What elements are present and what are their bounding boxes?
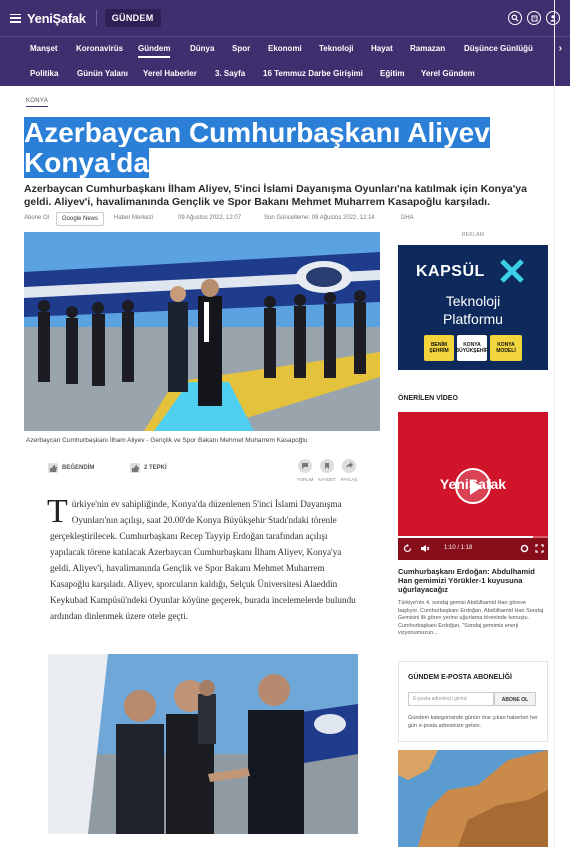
thumbs-up-icon (48, 463, 58, 473)
reaction-icon (130, 463, 140, 473)
video-time: 1:10 / 1:18 (444, 545, 473, 551)
video-controls (398, 538, 548, 560)
nav-item-egitim[interactable]: Eğitim (380, 69, 405, 78)
ad-badge-1: BENİM ŞEHRİM (424, 335, 454, 361)
play-icon[interactable] (455, 468, 491, 504)
header-icons (508, 11, 560, 25)
nav-item-ekonomi[interactable]: Ekonomi (268, 44, 302, 53)
nav-item-hayat[interactable]: Hayat (371, 44, 393, 53)
image-caption: Azerbaycan Cumhurbaşkanı İlham Aliyev - Gençlik ve Spor Bakanı Mehmet Muharrem Kasapoğlu (26, 437, 308, 444)
nav-item-koronavirus[interactable]: Koronavirüs (76, 44, 124, 53)
main-navigation (0, 36, 570, 86)
replay-icon[interactable] (403, 544, 412, 553)
nav-item-manset[interactable]: Manşet (30, 44, 58, 53)
video-progress-fill (398, 536, 533, 538)
updated-date: Son Güncelleme: 09 Ağustos 2022, 12:14 (264, 215, 375, 221)
article-lead: Azerbaycan Cumhurbaşkanı İlham Aliyev, 5'inci İslami Dayanışma Oyunları'na katılmak için Konya'ya geldi. Aliyev'i, havalimanında Gençlik ve Spor Bakanı Mehmet Muharrem Kasapoğlu karşıladı. (24, 183, 527, 208)
category-breadcrumb[interactable]: KONYA (26, 98, 48, 107)
save-label: KAYDET (318, 477, 336, 482)
newsletter-text: Gündem kategorisinde günün öne çıkan haberleri her gün e-posta adresinize gelsin. (408, 715, 538, 729)
video-heading: ÖNERİLEN VİDEO (398, 395, 458, 402)
comment-label: YORUM (296, 477, 314, 482)
nav-item-3-sayfa[interactable]: 3. Sayfa (215, 69, 246, 78)
user-icon[interactable] (546, 11, 560, 25)
share-label: PAYLAŞ (340, 477, 358, 482)
like-button[interactable] (48, 463, 94, 473)
article-actions (46, 459, 366, 481)
newsletter-title: GÜNDEM E-POSTA ABONELİĞİ (408, 674, 512, 681)
hero-image (24, 232, 380, 431)
site-logo[interactable]: YeniŞafak (27, 10, 86, 26)
ad-brand: KAPSÜL (416, 263, 485, 280)
ad-badge-2: KONYA BÜYÜKŞEHİR (457, 335, 487, 361)
nav-item-dusunce-gunlugu[interactable]: Düşünce Günlüğü (464, 44, 533, 53)
search-icon[interactable] (508, 11, 522, 25)
news-source: DHA (401, 215, 414, 221)
newspaper-icon[interactable] (527, 11, 541, 25)
subscribe-button[interactable]: ABONE OL (494, 692, 536, 706)
article-photo (48, 654, 358, 834)
nav-item-teknoloji[interactable]: Teknoloji (319, 44, 354, 53)
author[interactable]: Haber Merkezi (114, 215, 154, 221)
article-body (47, 493, 360, 624)
nav-item-spor[interactable]: Spor (232, 44, 251, 53)
video-title[interactable]: Cumhurbaşkanı Erdoğan: Abdulhamid Han gemimizi Yörükler-1 kuyusuna uğurlayacağız (398, 567, 535, 594)
article-title (24, 118, 494, 178)
nav-item-dunya[interactable]: Dünya (190, 44, 215, 53)
newsletter-box (398, 661, 548, 742)
menu-icon[interactable] (10, 14, 21, 23)
ad-logo-icon (500, 259, 524, 283)
article-body-text: ürkiye'nin ev sahipliğinde, Konya'da düzenlenen 5'inci İslami Dayanışma Oyunları'nın açılışı, saat 20.00'de Konya Büyükşehir Stadı'ndaki törenle gerçekleştirilecek. Cumhurbaşkanı Recep Tayyip Erdoğan tarafından açılışı yapılacak törene katılacak Azerbaycan Cumhurbaşkanı İlham Aliyev, Konya'ya geldi. Aliyev'i, havalimanında Gençlik ve Spor Bakanı Mehmet Muharrem Kasapoğlu karşıladı. Aliyev, sporcuların kaldığı, Selçuk Üniversitesi Alaeddin Keykubad Kampüsü'ndeki Oyunlar köyüne geçerek, burada incelemelerde bulundu ardından dinlenmek üzere otele geçti. (50, 499, 356, 621)
mute-icon[interactable] (420, 544, 430, 553)
nav-item-yerel-haberler[interactable]: Yerel Haberler (143, 69, 197, 78)
drop-cap: T (47, 493, 68, 530)
nav-row-primary (0, 37, 570, 62)
reaction-count[interactable] (130, 463, 167, 473)
video-player[interactable] (398, 412, 548, 560)
google-news-button[interactable]: Google News (56, 212, 104, 226)
nav-item-gunun-yalani[interactable]: Günün Yalanı (77, 69, 128, 78)
article-title-text: Azerbaycan Cumhurbaşkanı Aliyev Konya'da (24, 117, 490, 178)
ad-line-2: Platformu (443, 311, 503, 327)
satellite-map-image[interactable] (398, 750, 548, 847)
reaction-count-label: 2 TEPKİ (144, 465, 167, 471)
like-label: BEĞENDİM (62, 465, 95, 471)
settings-icon[interactable] (520, 544, 529, 553)
nav-item-gundem[interactable]: Gündem (138, 44, 170, 58)
nav-item-16-temmuz[interactable]: 16 Temmuz Darbe Girişimi (263, 69, 363, 78)
header-divider (96, 10, 97, 26)
email-field[interactable]: E-posta adresinizi giriniz (408, 692, 494, 706)
nav-item-ramazan[interactable]: Ramazan (410, 44, 446, 53)
scrollbar-track[interactable] (554, 0, 555, 847)
site-header (0, 0, 570, 36)
video-logo: YeniŞafak (439, 476, 507, 492)
chevron-right-icon[interactable]: › (558, 43, 562, 54)
follow-link[interactable]: Abone Ol (24, 215, 50, 221)
ad-badge-3: KONYA MODELİ (490, 335, 522, 361)
bookmark-icon[interactable] (320, 459, 334, 473)
nav-row-secondary (0, 62, 570, 87)
comment-icon[interactable] (298, 459, 312, 473)
published-date: 09 Ağustos 2022, 12:07 (178, 215, 242, 221)
nav-item-politika[interactable]: Politika (30, 69, 59, 78)
sidebar-ad[interactable] (398, 245, 548, 370)
ad-line-1: Teknoloji (445, 293, 501, 309)
video-progress-track[interactable] (398, 536, 548, 538)
share-icon[interactable] (342, 459, 356, 473)
fullscreen-icon[interactable] (535, 544, 544, 553)
article-meta (24, 212, 414, 226)
video-description: Türkiye'nin 4. sondaj gemisi Abdülhamid Han göreve başlıyor. Cumhurbaşkanı Erdoğan, Abdülhamid Han Sondaj Gemisini ilk görev yerine uğurlama töreninde konuştu. Cumhurbaşkanı Erdoğan, "Sondaj gemimiz enerji vizyonumuzun... (398, 600, 544, 636)
section-label[interactable]: GÜNDEM (105, 9, 161, 27)
nav-item-yerel-gundem[interactable]: Yerel Gündem (421, 69, 475, 78)
ad-label: REKLAM (461, 232, 485, 238)
